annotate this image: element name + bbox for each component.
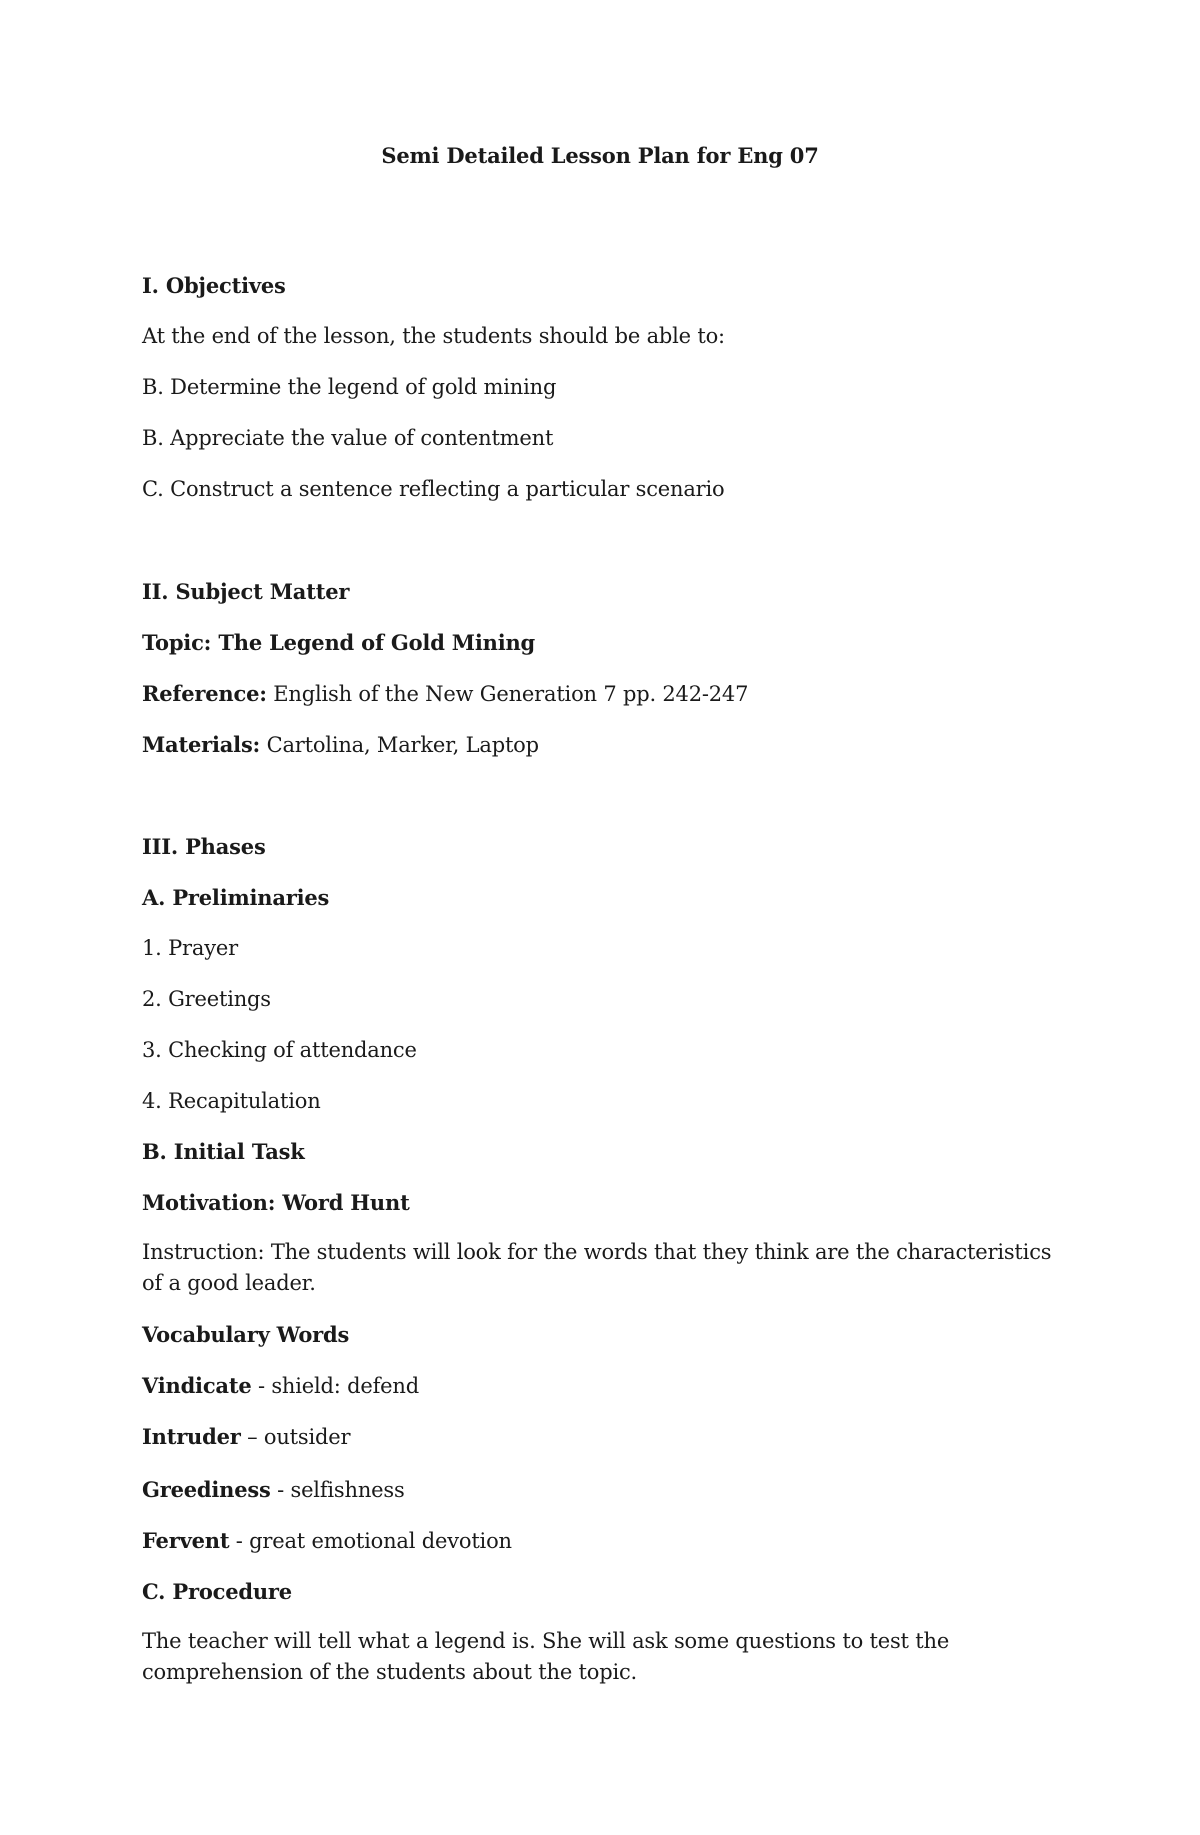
preliminary-item: 2. Greetings	[142, 987, 271, 1011]
topic-line: Topic: The Legend of Gold Mining	[142, 630, 536, 655]
initial-task-heading: B. Initial Task	[142, 1139, 305, 1164]
vocabulary-item	[142, 1424, 350, 1449]
procedure-heading: C. Procedure	[142, 1579, 292, 1604]
motivation-line: Motivation: Word Hunt	[142, 1190, 410, 1215]
reference-label: Reference:	[142, 681, 267, 706]
preliminaries-heading: A. Preliminaries	[142, 885, 330, 910]
objective-item: B. Determine the legend of gold mining	[142, 375, 557, 399]
vocabulary-definition: - shield: defend	[251, 1374, 419, 1398]
phases-heading: III. Phases	[142, 834, 266, 859]
vocabulary-definition: – outsider	[240, 1425, 351, 1449]
procedure-paragraph: The teacher will tell what a legend is. She will ask some questions to test the comprehension of the students about the topic.	[142, 1629, 950, 1684]
preliminary-item: 4. Recapitulation	[142, 1089, 321, 1113]
vocabulary-definition: - selfishness	[270, 1478, 405, 1502]
materials-line	[142, 732, 539, 757]
vocabulary-word: Intruder	[142, 1424, 241, 1449]
preliminary-item: 1. Prayer	[142, 936, 238, 960]
objectives-intro: At the end of the lesson, the students should be able to:	[142, 324, 725, 348]
preliminary-item: 3. Checking of attendance	[142, 1038, 417, 1062]
objective-item: B. Appreciate the value of contentment	[142, 426, 554, 450]
materials-label: Materials:	[142, 732, 261, 757]
vocabulary-word: Vindicate	[142, 1373, 252, 1398]
objectives-heading: I. Objectives	[142, 273, 286, 298]
instruction-paragraph: Instruction: The students will look for the words that they think are the characteristics of a good leader.	[142, 1240, 1052, 1295]
vocabulary-item	[142, 1528, 512, 1553]
subject-matter-heading: II. Subject Matter	[142, 579, 350, 604]
reference-line	[142, 681, 748, 706]
vocabulary-item	[142, 1373, 419, 1398]
vocabulary-word: Greediness	[142, 1477, 271, 1502]
vocabulary-word: Fervent	[142, 1528, 230, 1553]
reference-value: English of the New Generation 7 pp. 242-247	[266, 682, 749, 706]
vocabulary-definition: - great emotional devotion	[229, 1529, 512, 1553]
document-title: Semi Detailed Lesson Plan for Eng 07	[381, 143, 819, 168]
vocabulary-heading: Vocabulary Words	[142, 1322, 350, 1347]
materials-value: Cartolina, Marker, Laptop	[260, 733, 539, 757]
vocabulary-item	[142, 1477, 405, 1502]
objective-item: C. Construct a sentence reflecting a particular scenario	[142, 477, 725, 501]
